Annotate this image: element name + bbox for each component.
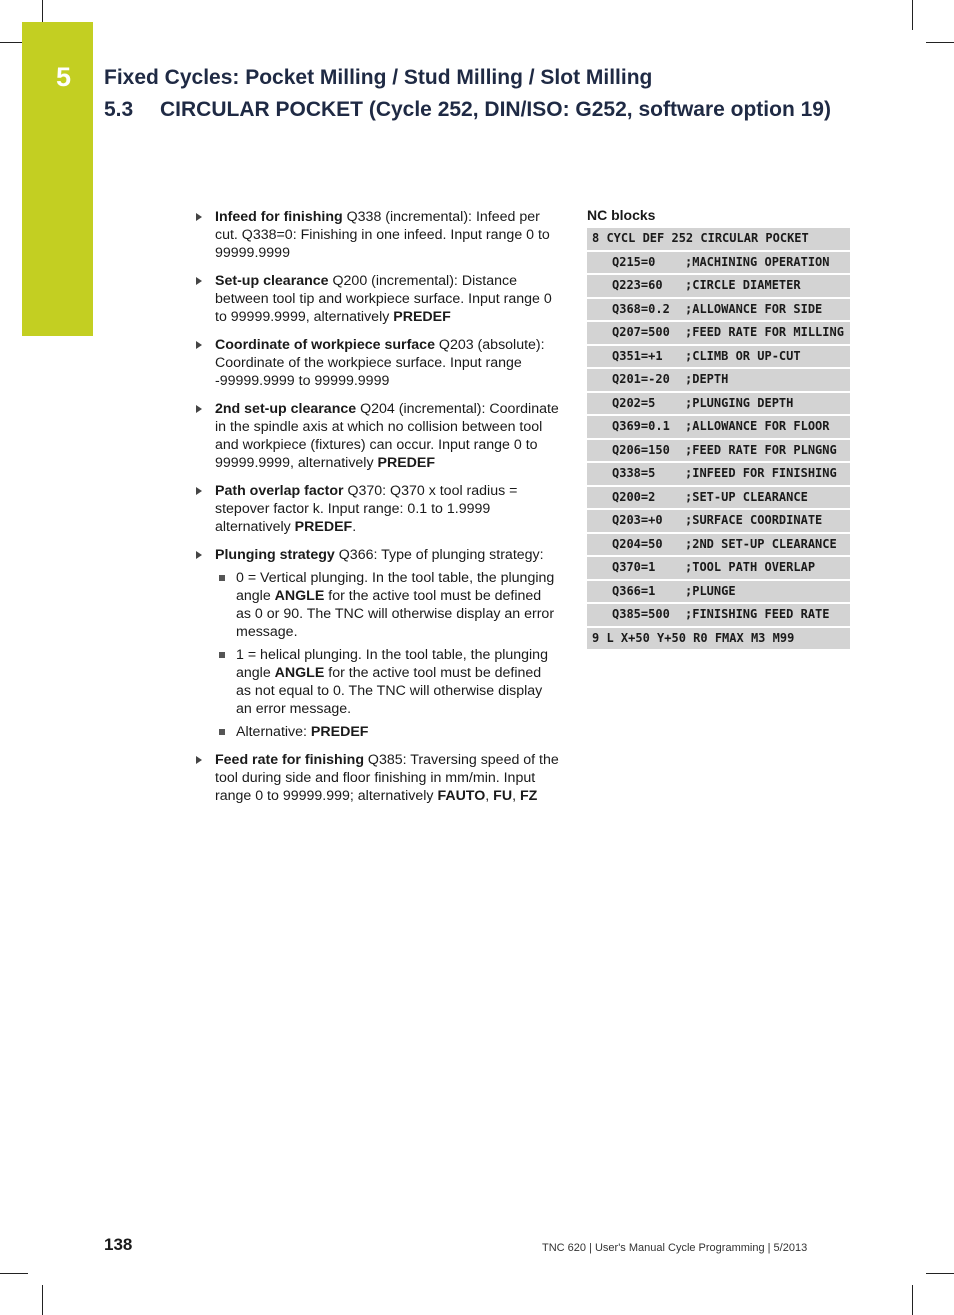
- param-desc: Q204 (incremental): Coordinate in the spindle axis at which no collision between tool and workpiece (fixtures) can occur. Input range 0 to 99999.9999, alternatively: [215, 401, 559, 471]
- nc-row: [587, 299, 850, 323]
- nc-comment: ;2ND SET-UP CLEARANCE: [685, 536, 837, 551]
- nc-row: [587, 252, 850, 276]
- param-tail: .: [352, 519, 357, 535]
- nc-param: Q215=0: [612, 254, 656, 269]
- param-term: Infeed for finishing: [215, 209, 343, 225]
- parameter-list: [194, 208, 560, 815]
- param-term: 2nd set-up clearance: [215, 401, 357, 417]
- param-2nd-setup-clearance: [194, 400, 560, 472]
- nc-param: Q385=500: [612, 607, 670, 621]
- plunge-option: 0 = Vertical plunging. In the tool table, the plunging angle ANGLE for the active tool must be defined as 0 or 90. The TNC will otherwise display an error message.: [215, 569, 560, 641]
- nc-row: [587, 416, 850, 440]
- nc-comment: ;CLIMB OR UP-CUT: [685, 348, 801, 363]
- nc-row: [587, 487, 850, 511]
- crop-mark: [912, 0, 913, 30]
- nc-param: Q351=+1: [612, 348, 663, 363]
- nc-comment: ;ALLOWANCE FOR SIDE: [685, 301, 823, 316]
- crop-mark: [926, 1273, 954, 1274]
- page-number: 138: [104, 1235, 133, 1254]
- param-setup-clearance: [194, 272, 560, 326]
- crop-mark: [42, 1285, 43, 1315]
- nc-comment: ;FINISHING FEED RATE: [685, 607, 830, 621]
- nc-comment: ;DEPTH: [685, 372, 729, 386]
- nc-param: Q207=500: [612, 325, 670, 339]
- nc-param: Q202=5: [612, 395, 656, 410]
- nc-comment: ;FEED RATE FOR PLNGNG: [685, 442, 837, 457]
- arrow-bullet-icon: [196, 551, 202, 559]
- nc-row: [587, 275, 850, 299]
- param-plunging-strategy: [194, 546, 560, 741]
- nc-param: Q203=+0: [612, 513, 663, 527]
- nc-comment: ;TOOL PATH OVERLAP: [685, 560, 816, 574]
- param-term: Feed rate for finishing: [215, 752, 364, 768]
- nc-comment: ;FEED RATE FOR MILLING: [685, 325, 844, 339]
- nc-first-line: 8 CYCL DEF 252 CIRCULAR POCKET: [587, 228, 850, 252]
- nc-parameter-rows: [587, 252, 850, 628]
- nc-param: Q204=50: [612, 536, 663, 551]
- nc-blocks-heading: NC blocks: [587, 207, 656, 223]
- param-keyword: PREDEF: [393, 309, 451, 325]
- arrow-bullet-icon: [196, 756, 202, 764]
- nc-row: [587, 557, 850, 581]
- crop-mark: [912, 1285, 913, 1315]
- nc-row: [587, 346, 850, 370]
- param-path-overlap: [194, 482, 560, 536]
- param-infeed-finishing: [194, 208, 560, 262]
- param-desc: Q200 (incremental): Distance between tool tip and workpiece surface. Input range 0 to 99999.9999, alternatively: [215, 273, 552, 325]
- nc-param: Q369=0.1: [612, 419, 670, 433]
- square-bullet-icon: [219, 729, 225, 735]
- arrow-bullet-icon: [196, 341, 202, 349]
- arrow-bullet-icon: [196, 405, 202, 413]
- nc-last-line: 9 L X+50 Y+50 R0 FMAX M3 M99: [587, 628, 850, 652]
- nc-param: Q366=1: [612, 583, 656, 598]
- nc-row: [587, 440, 850, 464]
- param-desc: Q366: Type of plunging strategy:: [334, 547, 544, 563]
- param-desc: Q385: Traversing speed of the tool during side and floor finishing in mm/min. Input range 0 to 99999.999; alternatively: [215, 752, 559, 804]
- section-number: 5.3: [104, 98, 134, 121]
- footer-text: TNC 620 | User's Manual Cycle Programming | 5/2013: [542, 1242, 808, 1254]
- plunge-option: 1 = helical plunging. In the tool table, the plunging angle ANGLE for the active tool must be defined as not equal to 0. The TNC will otherwise display an error message.: [215, 646, 560, 718]
- nc-param: Q200=2: [612, 489, 656, 504]
- nc-row: [587, 534, 850, 558]
- nc-comment: ;CIRCLE DIAMETER: [685, 278, 801, 292]
- param-term: Coordinate of workpiece surface: [215, 337, 435, 353]
- param-feed-rate-finishing: Feed rate for finishing Q385: Traversing speed of the tool during side and floor finishing in mm/min. Input range 0 to 99999.999; alternatively FAUTO, FU, FZ: [194, 751, 560, 805]
- nc-comment: ;PLUNGING DEPTH: [685, 395, 794, 410]
- crop-mark: [0, 42, 22, 43]
- nc-comment: ;PLUNGE: [685, 583, 736, 598]
- plunge-option: Alternative: PREDEF: [215, 723, 560, 741]
- nc-param: Q370=1: [612, 560, 656, 574]
- nc-blocks-table: [587, 228, 850, 651]
- crop-mark: [926, 42, 954, 43]
- arrow-bullet-icon: [196, 213, 202, 221]
- nc-row: [587, 604, 850, 628]
- nc-param: Q338=5: [612, 466, 656, 480]
- nc-comment: ;ALLOWANCE FOR FLOOR: [685, 419, 830, 433]
- nc-row: [587, 393, 850, 417]
- param-term: Plunging strategy: [215, 547, 335, 563]
- nc-comment: ;INFEED FOR FINISHING: [685, 466, 837, 480]
- nc-comment: ;MACHINING OPERATION: [685, 254, 830, 269]
- param-surface-coordinate: [194, 336, 560, 390]
- section-title: CIRCULAR POCKET (Cycle 252, DIN/ISO: G252, software option 19): [160, 98, 831, 121]
- square-bullet-icon: [219, 575, 225, 581]
- nc-comment: ;SURFACE COORDINATE: [685, 513, 823, 527]
- arrow-bullet-icon: [196, 487, 202, 495]
- crop-mark: [0, 1273, 28, 1274]
- param-keyword: PREDEF: [294, 519, 353, 535]
- chapter-number: 5: [56, 62, 72, 92]
- nc-row: [587, 510, 850, 534]
- chapter-title: Fixed Cycles: Pocket Milling / Stud Milling / Slot Milling: [104, 66, 653, 89]
- nc-comment: ;SET-UP CLEARANCE: [685, 489, 808, 504]
- section-heading: [104, 98, 831, 122]
- nc-row: [587, 581, 850, 605]
- param-term: Set-up clearance: [215, 273, 329, 289]
- param-keyword: PREDEF: [377, 455, 436, 471]
- nc-param: Q368=0.2: [612, 301, 670, 316]
- nc-param: Q223=60: [612, 278, 663, 292]
- nc-param: Q201=-20: [612, 372, 670, 386]
- nc-row: [587, 463, 850, 487]
- nc-row: [587, 369, 850, 393]
- arrow-bullet-icon: [196, 277, 202, 285]
- square-bullet-icon: [219, 652, 225, 658]
- nc-param: Q206=150: [612, 442, 670, 457]
- param-term: Path overlap factor: [215, 483, 344, 499]
- nc-row: [587, 322, 850, 346]
- param-desc: Q338 (incremental): Infeed per cut. Q338=0: Finishing in one infeed. Input range 0 to 99999.9999: [215, 209, 550, 261]
- param-desc: Q203 (absolute): Coordinate of the workpiece surface. Input range -99999.9999 to 99999.9999: [215, 337, 545, 389]
- param-desc: Q370: Q370 x tool radius = stepover factor k. Input range: 0.1 to 1.9999 alternatively: [215, 483, 518, 535]
